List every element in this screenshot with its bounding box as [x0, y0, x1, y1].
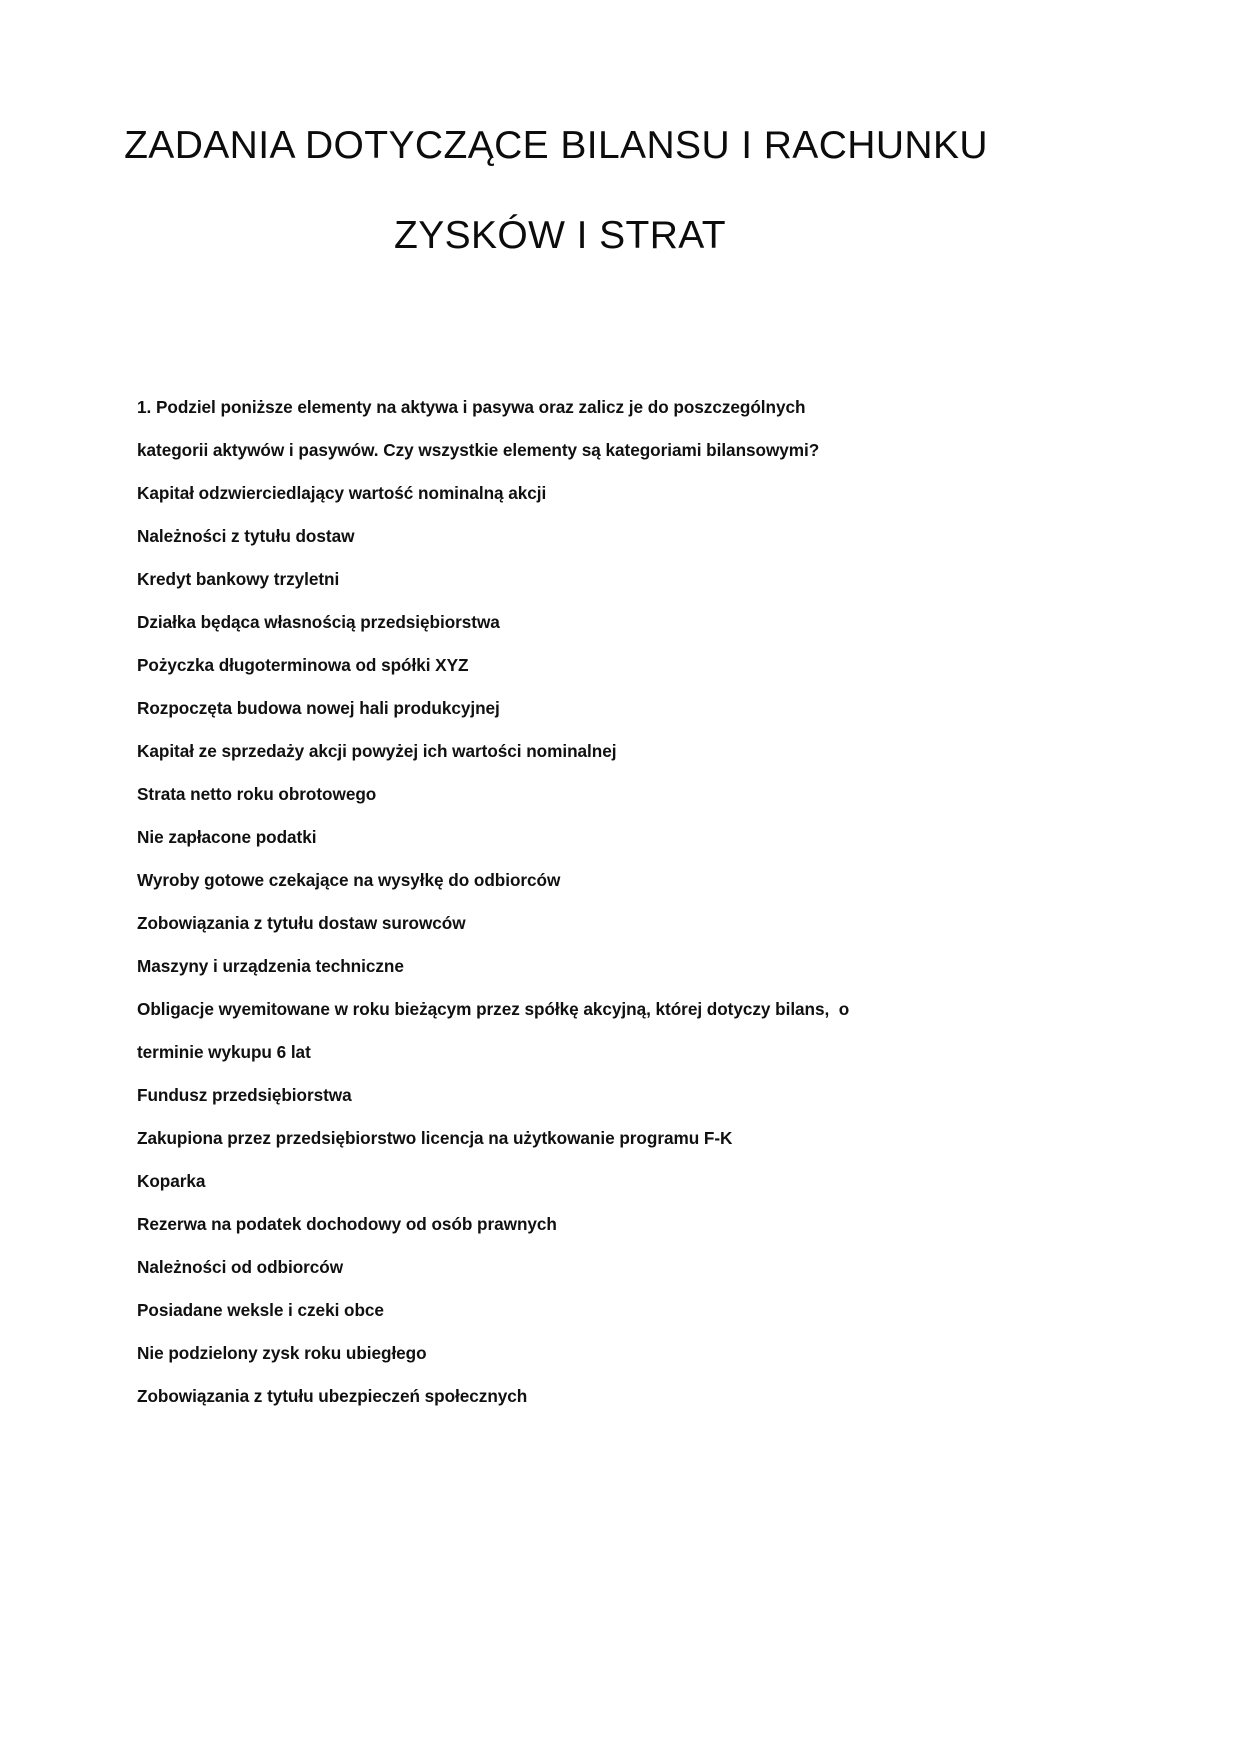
list-item: Rezerwa na podatek dochodowy od osób prawnych [137, 1214, 557, 1234]
document-title-line-2: ZYSKÓW I STRAT [393, 214, 727, 257]
document-title-line-1: ZADANIA DOTYCZĄCE BILANSU I RACHUNKU [124, 124, 988, 167]
list-item: Posiadane weksle i czeki obce [137, 1300, 384, 1320]
list-item: Należności z tytułu dostaw [137, 526, 355, 546]
list-item: Kapitał odzwierciedlający wartość nominalną akcji [137, 483, 547, 503]
list-item: Kapitał ze sprzedaży akcji powyżej ich wartości nominalnej [137, 741, 617, 761]
list-item: Pożyczka długoterminowa od spółki XYZ [137, 655, 469, 675]
list-item: Kredyt bankowy trzyletni [137, 569, 340, 589]
question-1-line-1: 1. Podziel poniższe elementy na aktywa i pasywa oraz zalicz je do poszczególnych [137, 397, 806, 417]
list-item: Nie zapłacone podatki [137, 827, 317, 847]
list-item: Wyroby gotowe czekające na wysyłkę do odbiorców [137, 870, 561, 890]
list-item: Maszyny i urządzenia techniczne [137, 956, 404, 976]
list-item: Obligacje wyemitowane w roku bieżącym przez spółkę akcyjną, której dotyczy bilans, o [137, 999, 850, 1019]
list-item: Nie podzielony zysk roku ubiegłego [137, 1343, 427, 1363]
list-item: Fundusz przedsiębiorstwa [137, 1085, 352, 1105]
list-item: Zakupiona przez przedsiębiorstwo licencja na użytkowanie programu F-K [137, 1128, 733, 1148]
list-item: Koparka [137, 1171, 206, 1191]
question-1-line-2: kategorii aktywów i pasywów. Czy wszystkie elementy są kategoriami bilansowymi? [137, 440, 820, 460]
list-item: Strata netto roku obrotowego [137, 784, 377, 804]
document-body [137, 386, 1077, 1418]
list-item-continuation: terminie wykupu 6 lat [137, 1042, 311, 1062]
list-item: Zobowiązania z tytułu ubezpieczeń społecznych [137, 1386, 528, 1406]
list-item: Należności od odbiorców [137, 1257, 344, 1277]
list-item: Działka będąca własnością przedsiębiorstwa [137, 612, 500, 632]
list-item: Zobowiązania z tytułu dostaw surowców [137, 913, 466, 933]
list-item: Rozpoczęta budowa nowej hali produkcyjnej [137, 698, 500, 718]
